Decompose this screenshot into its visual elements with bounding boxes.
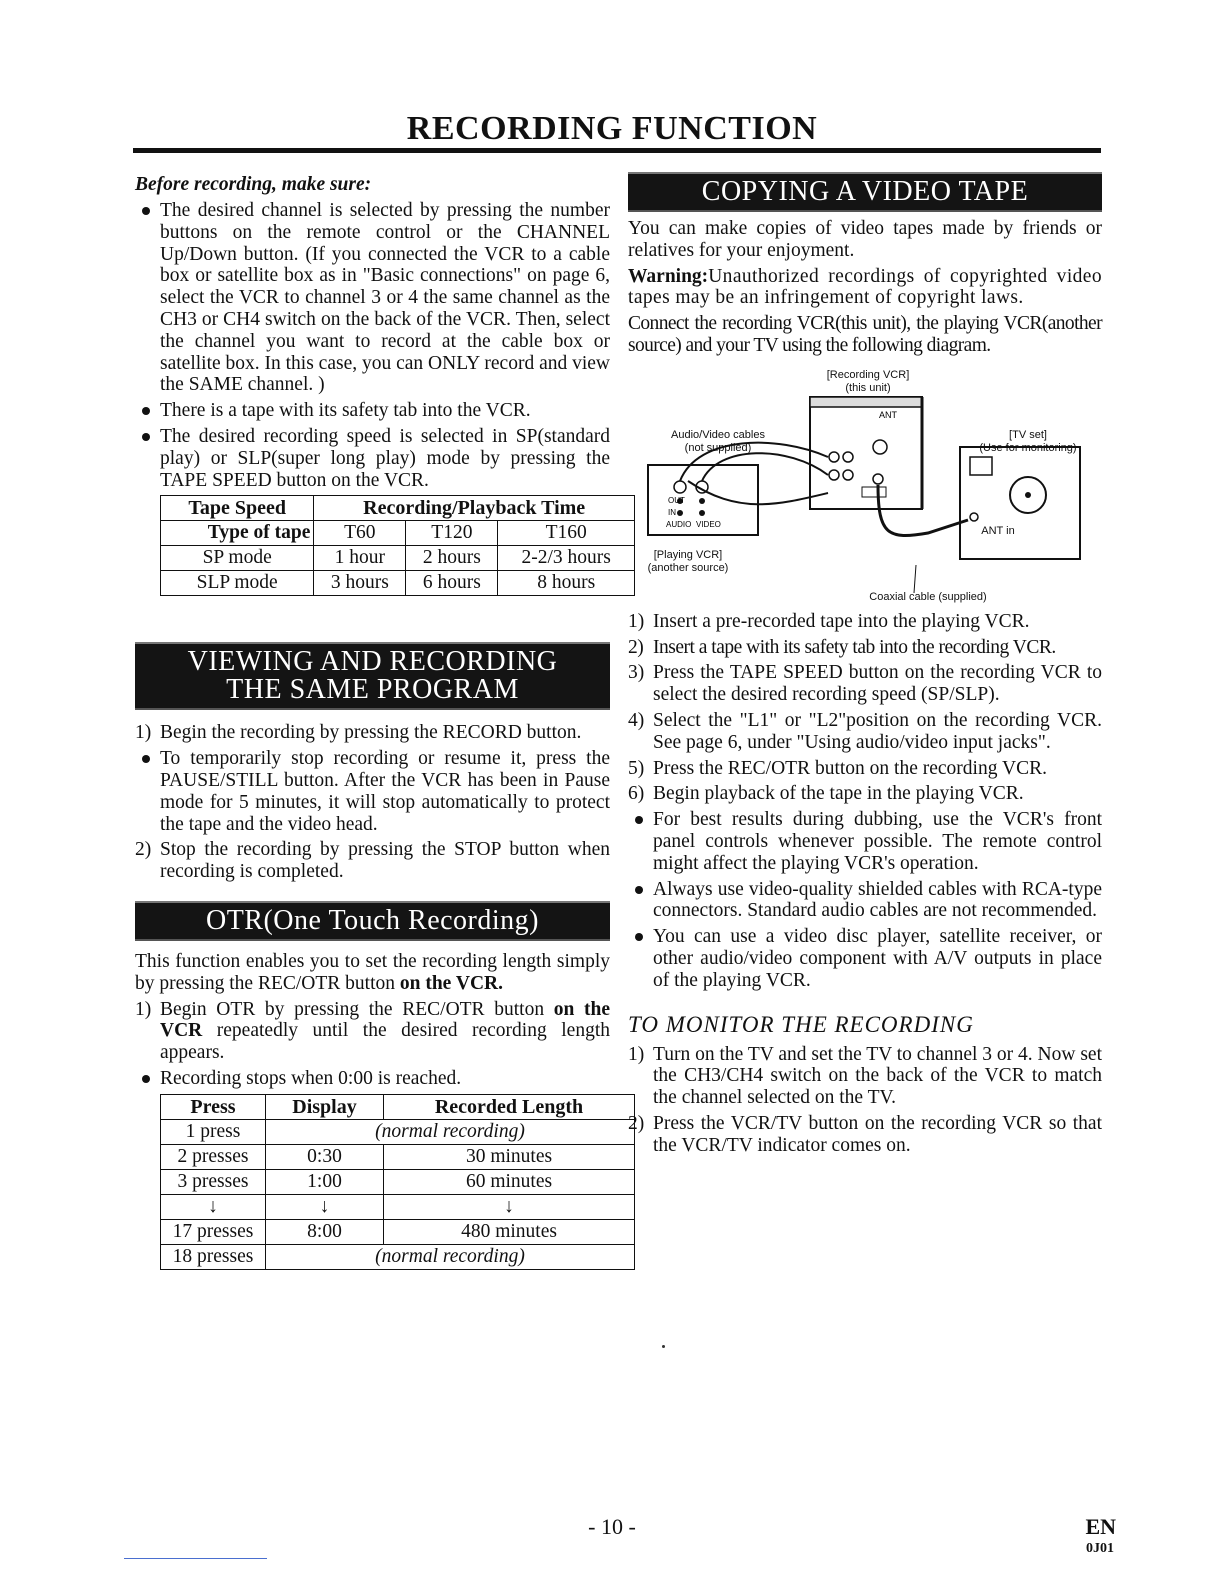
table-cell: 1 press bbox=[161, 1119, 266, 1144]
step-emphasis: on the VCR bbox=[160, 998, 611, 1042]
table-row bbox=[161, 1119, 635, 1144]
table-row bbox=[161, 1219, 635, 1244]
step-text: Turn on the TV and set the TV to channel 3 or 4. Now set the CH3/CH4 switch on the back of the VCR to match the channel selected on the TV. bbox=[653, 1043, 1103, 1109]
step-item bbox=[628, 758, 1102, 780]
connection-diagram bbox=[628, 365, 1102, 605]
tv-set bbox=[960, 447, 1080, 559]
step-item bbox=[628, 1044, 1102, 1109]
table-cell: 3 hours bbox=[314, 571, 406, 596]
list-item: To temporarily stop recording or resume it, press the PAUSE/STILL button. After the VCR has been in Pause mode for 5 minutes, it will stop automatically to protect the tape and the video head. bbox=[135, 748, 610, 835]
list-item: There is a tape with its safety tab into the VCR. bbox=[135, 400, 610, 422]
stray-dot bbox=[662, 1345, 665, 1348]
viewing-steps bbox=[135, 722, 610, 744]
step-item bbox=[628, 611, 1102, 633]
otr-intro bbox=[135, 951, 610, 995]
step-text: Begin playback of the tape in the playing VCR. bbox=[653, 783, 1024, 805]
table-row bbox=[161, 1244, 635, 1269]
in-jack-label: IN bbox=[668, 507, 676, 517]
left-column bbox=[135, 172, 610, 1270]
step-number: 1) bbox=[628, 610, 645, 632]
step-number: 4) bbox=[628, 709, 645, 731]
step-number: 2) bbox=[628, 1112, 645, 1134]
table-cell: 8 hours bbox=[498, 571, 635, 596]
banner-line: THE SAME PROGRAM bbox=[226, 674, 519, 706]
table-row bbox=[161, 1144, 635, 1169]
table-cell: 30 minutes bbox=[384, 1144, 635, 1169]
table-header: Recorded Length bbox=[384, 1094, 635, 1119]
playing-vcr-label: [Playing VCR] bbox=[653, 548, 723, 561]
otr-steps bbox=[135, 999, 610, 1064]
step-number: 5) bbox=[628, 757, 645, 779]
step-number: 2) bbox=[628, 636, 644, 658]
page-title: RECORDING FUNCTION bbox=[406, 110, 818, 147]
coaxial-label: Coaxial cable (supplied) bbox=[869, 590, 987, 603]
table-cell: 3 presses bbox=[161, 1169, 266, 1194]
table-cell: 1:00 bbox=[266, 1169, 384, 1194]
monitor-heading: TO MONITOR THE RECORDING bbox=[628, 1011, 974, 1037]
copy-steps bbox=[628, 611, 1102, 805]
table-cell: 480 minutes bbox=[384, 1219, 635, 1244]
step-item bbox=[135, 999, 610, 1064]
copying-banner: COPYING A VIDEO TAPE bbox=[628, 172, 1102, 212]
recording-vcr bbox=[810, 397, 922, 509]
banner-line: VIEWING AND RECORDING bbox=[187, 646, 558, 678]
warning-label: Warning: bbox=[628, 265, 709, 287]
step-text: Press the VCR/TV button on the recording VCR so that the VCR/TV indicator comes on. bbox=[653, 1112, 1102, 1156]
table-header: Tape Speed bbox=[161, 496, 314, 521]
table-cell: T160 bbox=[498, 521, 635, 546]
table-cell: 2 presses bbox=[161, 1144, 266, 1169]
table-cell: 60 minutes bbox=[384, 1169, 635, 1194]
table-cell: SLP mode bbox=[161, 571, 314, 596]
before-recording-heading: Before recording, make sure: bbox=[135, 174, 372, 195]
copy-bullets bbox=[628, 809, 1102, 991]
step-number: 1) bbox=[135, 722, 152, 744]
table-cell: 6 hours bbox=[406, 571, 498, 596]
step-text: Press the REC/OTR button on the recording VCR. bbox=[653, 757, 1047, 779]
table-cell: 2-2/3 hours bbox=[498, 546, 635, 571]
monitoring-label: (Use for monitoring) bbox=[979, 441, 1077, 454]
list-item: Always use video-quality shielded cables with RCA-type connectors. Standard audio cables are not recommended. bbox=[628, 879, 1102, 923]
table-header: Recording/Playback Time bbox=[314, 496, 635, 521]
ant-in-label: ANT in bbox=[981, 524, 1015, 537]
otr-intro-text: This function enables you to set the recording length simply by pressing the REC/OTR button bbox=[135, 950, 610, 994]
recording-vcr-label: [Recording VCR] bbox=[826, 368, 910, 381]
viewing-steps-2 bbox=[135, 839, 610, 883]
otr-bullets bbox=[135, 1068, 610, 1090]
before-recording-list bbox=[135, 200, 610, 491]
this-unit-label: (this unit) bbox=[845, 381, 891, 394]
step-item bbox=[628, 783, 1102, 805]
step-number: 1) bbox=[135, 998, 152, 1020]
video-jack-label: VIDEO bbox=[696, 519, 721, 529]
list-item: For best results during dubbing, use the VCR's front panel controls whenever possible. The remote control might affect the playing VCR's operation. bbox=[628, 809, 1102, 874]
language-code: EN bbox=[1085, 1514, 1116, 1539]
step-item bbox=[628, 662, 1102, 706]
another-source-label: (another source) bbox=[647, 561, 729, 574]
tape-speed-table bbox=[160, 495, 635, 596]
step-text: Insert a pre-recorded tape into the playing VCR. bbox=[653, 610, 1030, 632]
table-cell: (normal recording) bbox=[266, 1244, 635, 1269]
warning-paragraph bbox=[628, 266, 1102, 310]
table-cell: (normal recording) bbox=[266, 1119, 635, 1144]
table-cell: Type of tape bbox=[161, 521, 314, 546]
list-item: The desired recording speed is selected in SP(standard play) or SLP(super long play) mode by pressing the TAPE SPEED button on the VCR. bbox=[135, 426, 610, 491]
step-text: repeatedly until the desired recording length appears. bbox=[160, 1020, 610, 1064]
right-column bbox=[628, 172, 1102, 1161]
table-row bbox=[161, 546, 635, 571]
step-number: 2) bbox=[135, 839, 152, 861]
step-number: 3) bbox=[628, 662, 645, 684]
document-code: 0J01 bbox=[1086, 1541, 1114, 1556]
step-item bbox=[135, 722, 610, 744]
step-item bbox=[628, 710, 1102, 754]
connect-instruction: Connect the recording VCR(this unit), the playing VCR(another source) and your TV using the following diagram. bbox=[628, 313, 1102, 356]
step-number: 1) bbox=[628, 1043, 645, 1065]
viewing-bullets bbox=[135, 748, 610, 835]
table-cell: T120 bbox=[406, 521, 498, 546]
table-row bbox=[161, 1194, 635, 1219]
step-text: Press the TAPE SPEED button on the recording VCR to select the desired recording speed (SP/SLP). bbox=[653, 662, 1102, 706]
list-item: You can use a video disc player, satellite receiver, or other audio/video component with A/V outputs in place of the playing VCR. bbox=[628, 926, 1102, 991]
table-row bbox=[161, 1169, 635, 1194]
viewing-recording-banner bbox=[135, 642, 610, 710]
step-text: Select the "L1" or "L2"position on the recording VCR. See page 6, under "Using audio/video input jacks". bbox=[653, 709, 1102, 753]
step-text: Begin the recording by pressing the RECORD button. bbox=[160, 722, 582, 744]
av-cables-label: Audio/Video cables bbox=[671, 428, 765, 441]
list-item: The desired channel is selected by pressing the number buttons on the remote control or the CHANNEL Up/Down button. (If you connected the VCR to a cable box or satellite box as in "Basic connections" on page 6, select the VCR to channel 3 or 4 the same channel as the CH3 or CH4 switch on the back of the VCR. Then, select the channel you want to record at the cable box or satellite box. In this case, you can ONLY record and view the SAME channel. ) bbox=[135, 200, 610, 396]
table-cell: 2 hours bbox=[406, 546, 498, 571]
otr-table bbox=[160, 1094, 635, 1270]
step-text: Insert a tape with its safety tab into the recording VCR. bbox=[653, 636, 1056, 658]
otr-intro-emphasis: on the VCR. bbox=[399, 972, 503, 994]
step-item bbox=[628, 1113, 1102, 1157]
down-arrow-icon: ↓ bbox=[266, 1194, 384, 1219]
tv-set-label: [TV set] bbox=[1009, 428, 1047, 441]
step-number: 6) bbox=[628, 783, 645, 805]
step-item bbox=[628, 637, 1102, 659]
table-cell: T60 bbox=[314, 521, 406, 546]
audio-jack-label: AUDIO bbox=[666, 519, 692, 529]
table-cell: 0:30 bbox=[266, 1144, 384, 1169]
down-arrow-icon: ↓ bbox=[161, 1194, 266, 1219]
table-cell: 1 hour bbox=[314, 546, 406, 571]
out-jack-label: OUT bbox=[668, 495, 685, 505]
monitor-steps bbox=[628, 1044, 1102, 1157]
page-number: - 10 - bbox=[588, 1514, 636, 1539]
otr-banner: OTR(One Touch Recording) bbox=[135, 901, 610, 941]
table-header: Press bbox=[161, 1094, 266, 1119]
title-rule bbox=[133, 148, 1101, 153]
footer-line bbox=[124, 1558, 267, 1559]
table-row bbox=[161, 571, 635, 596]
step-text: Stop the recording by pressing the STOP button when recording is completed. bbox=[160, 839, 610, 883]
table-cell: 17 presses bbox=[161, 1219, 266, 1244]
not-supplied-label: (not supplied) bbox=[684, 441, 752, 454]
step-item bbox=[135, 839, 610, 883]
ant-jack-label: ANT bbox=[879, 409, 897, 420]
step-text: Begin OTR by pressing the REC/OTR button bbox=[160, 998, 554, 1020]
table-header: Display bbox=[266, 1094, 384, 1119]
warning-text: Unauthorized recordings of copyrighted video tapes may be an infringement of copyright laws. bbox=[628, 265, 1102, 309]
table-cell: SP mode bbox=[161, 546, 314, 571]
copy-intro: You can make copies of video tapes made by friends or relatives for your enjoyment. bbox=[628, 218, 1102, 261]
list-item: Recording stops when 0:00 is reached. bbox=[135, 1068, 610, 1090]
table-cell: 8:00 bbox=[266, 1219, 384, 1244]
down-arrow-icon: ↓ bbox=[384, 1194, 635, 1219]
table-cell: 18 presses bbox=[161, 1244, 266, 1269]
